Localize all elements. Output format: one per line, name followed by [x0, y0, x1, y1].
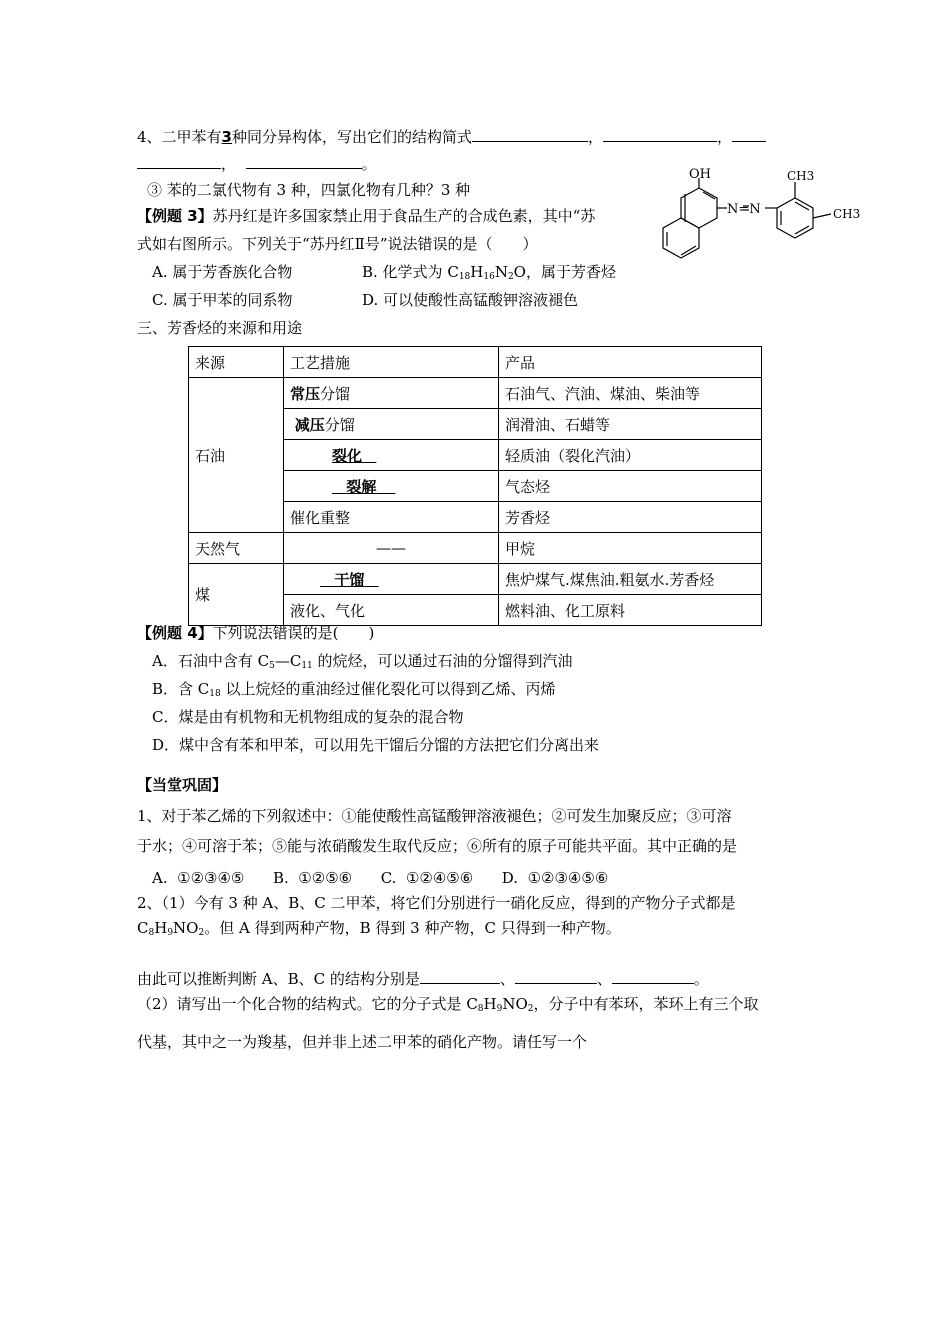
formula-part: O，属于芳香烃 [513, 263, 616, 281]
practice-heading: 【当堂巩固】 [137, 776, 228, 794]
practice-q2-line5: 代基，其中之一为羧基，但并非上述二甲苯的硝化产物。请任写一个 [137, 1033, 588, 1051]
q4-text: 4、二甲苯有 [137, 128, 222, 146]
method-cell: —— [284, 533, 499, 564]
product-cell: 润滑油、石蜡等 [499, 409, 762, 440]
example-4-question: 下列说法错误的是( ) [212, 624, 375, 642]
aromatic-sources-table [188, 346, 762, 626]
practice-q1-line1: 1、对于苯乙烯的下列叙述中：①能使酸性高锰酸钾溶液褪色；②可发生加聚反应；③可溶 [137, 807, 732, 825]
method-cell [284, 378, 499, 409]
answer-blank[interactable] [246, 154, 362, 169]
q4-number: 3 [221, 128, 232, 146]
example-4-option-b [152, 679, 556, 699]
practice-q1-options: A. ①②③④⑤ B. ①②⑤⑥ C. ①②④⑤⑥ D. ①②③④⑤⑥ [152, 869, 609, 887]
example-3-option-d: D. 可以使酸性高锰酸钾溶液褪色 [362, 291, 579, 309]
table-row [189, 533, 762, 564]
table-header: 工艺措施 [284, 347, 499, 378]
q4-text-b: 种同分异构体，写出它们的结构简式 [231, 128, 472, 146]
method-cell [284, 471, 499, 502]
answer-blank[interactable] [515, 969, 597, 984]
product-cell: 燃料油、化工原料 [499, 595, 762, 626]
example-4-tag: 【例题 4】 [137, 624, 213, 642]
method-key: 裂解 [346, 477, 377, 496]
answer-blank[interactable] [420, 969, 500, 984]
text-part: NO [173, 919, 199, 937]
text-part: 。但 A 得到两种产物，B 得到 3 种产物，C 只得到一种产物。 [204, 919, 621, 937]
example-3-tag: 【例题 3】 [137, 207, 213, 225]
method-key: 常压 [290, 384, 321, 403]
section-3-heading: 三、芳香烃的来源和用途 [137, 319, 303, 337]
ch3-top-label: CH3 [787, 169, 815, 183]
table-header: 产品 [499, 347, 762, 378]
azo-label: N=N [727, 202, 761, 217]
source-coal: 煤 [189, 564, 284, 626]
formula-part: N [494, 263, 508, 281]
product-cell: 焦炉煤气.煤焦油.粗氨水.芳香烃 [499, 564, 762, 595]
separator: 、 [596, 970, 612, 988]
product-cell: 轻质油（裂化汽油） [499, 440, 762, 471]
product-cell: 芳香烃 [499, 502, 762, 533]
source-petroleum: 石油 [189, 378, 284, 533]
q4-line [137, 127, 766, 147]
text-part: —C [274, 652, 302, 670]
subscript: 8 [148, 928, 155, 938]
oh-label: OH [689, 167, 711, 182]
table-header: 来源 [189, 347, 284, 378]
answer-blank[interactable] [137, 154, 221, 169]
method-key: 减压 [294, 415, 325, 434]
method-rest: 分馏 [324, 415, 355, 434]
practice-q2-line1: 2、（1）今有 3 种 A、B、C 二甲苯，将它们分别进行一硝化反应，得到的产物分子式都是 [137, 894, 736, 912]
example-4-option-c: C．煤是由有机物和无机物组成的复杂的混合物 [152, 708, 464, 726]
text-part: 以上烷烃的重油经过催化裂化可以得到乙烯、丙烯 [220, 680, 556, 698]
example-4-line [137, 623, 374, 643]
subscript: 5 [269, 661, 275, 671]
subscript: 2 [198, 928, 205, 938]
separator: 、 [499, 970, 515, 988]
method-cell [284, 440, 499, 471]
subscript: 16 [483, 272, 495, 282]
ch3-right-label: CH3 [833, 207, 861, 221]
q4-line-2 [137, 154, 377, 174]
answer-blank[interactable] [612, 969, 694, 984]
example-3-line2: 式如右图所示。下列关于“苏丹红Ⅱ号”说法错误的是（ ） [137, 235, 538, 253]
source-gas: 天然气 [189, 533, 284, 564]
text-part: H [154, 919, 168, 937]
example-3-option-a: A. 属于芳香族化合物 [152, 263, 293, 281]
subscript: 8 [477, 1004, 484, 1014]
product-cell: 石油气、汽油、煤油、柴油等 [499, 378, 762, 409]
product-cell: 甲烷 [499, 533, 762, 564]
method-key: 裂化 [332, 446, 363, 465]
text-part: B．含 C [152, 680, 210, 698]
method-cell: 液化、气化 [284, 595, 499, 626]
formula-part: B. 化学式为 C [362, 263, 459, 281]
text-part: A．石油中含有 C [152, 652, 270, 670]
method-cell [284, 564, 499, 595]
example-4-option-a [152, 651, 573, 671]
separator: ， [221, 155, 237, 173]
separator: 。 [693, 970, 709, 988]
separator: 。 [361, 155, 377, 173]
example-3-line1 [137, 206, 595, 226]
practice-q2-line2 [137, 918, 621, 938]
separator: ， [717, 128, 733, 146]
answer-blank[interactable] [603, 127, 717, 142]
note-3: ③ 苯的二氯代物有 3 种，四氯化物有几种？3 种 [147, 181, 471, 199]
text-part: C [137, 919, 149, 937]
subscript: 18 [209, 689, 221, 699]
subscript: 2 [527, 1004, 534, 1014]
method-cell: 催化重整 [284, 502, 499, 533]
method-cell [284, 409, 499, 440]
separator: ， [588, 128, 604, 146]
text-part: 由此可以推断判断 A、B、C 的结构分别是 [137, 970, 420, 988]
method-key: 干馏 [334, 570, 365, 589]
subscript: 18 [458, 272, 471, 282]
text-part: ，分子中有苯环，苯环上有三个取 [533, 995, 759, 1013]
method-rest: 分馏 [320, 384, 351, 403]
example-3-option-b [362, 262, 616, 282]
text-part: 的烷烃，可以通过石油的分馏得到汽油 [312, 652, 573, 670]
subscript: 2 [507, 272, 514, 282]
formula-part: H [470, 263, 484, 281]
table-header-row [189, 347, 762, 378]
answer-blank[interactable] [732, 127, 766, 142]
answer-blank[interactable] [472, 127, 588, 142]
product-cell: 气态烃 [499, 471, 762, 502]
practice-q1-line2: 于水；④可溶于苯；⑤能与浓硝酸发生取代反应；⑥所有的原子可能共平面。其中正确的是 [137, 837, 738, 855]
practice-q2-line3 [137, 969, 709, 989]
subscript: 9 [496, 1004, 503, 1014]
table-row [189, 378, 762, 409]
sudan-red-structure-diagram [655, 158, 865, 270]
example-3-text: 苏丹红是许多国家禁止用于食品生产的合成色素，其中“苏 [212, 207, 596, 225]
text-part: （2）请写出一个化合物的结构式。它的分子式是 C [137, 995, 478, 1013]
subscript: 9 [167, 928, 174, 938]
example-4-option-d: D．煤中含有苯和甲苯，可以用先干馏后分馏的方法把它们分离出来 [152, 736, 600, 754]
text-part: H [483, 995, 497, 1013]
practice-q2-line4 [137, 994, 759, 1014]
table-row [189, 564, 762, 595]
subscript: 11 [301, 661, 313, 671]
text-part: NO [502, 995, 528, 1013]
example-3-option-c: C. 属于甲苯的同系物 [152, 291, 293, 309]
